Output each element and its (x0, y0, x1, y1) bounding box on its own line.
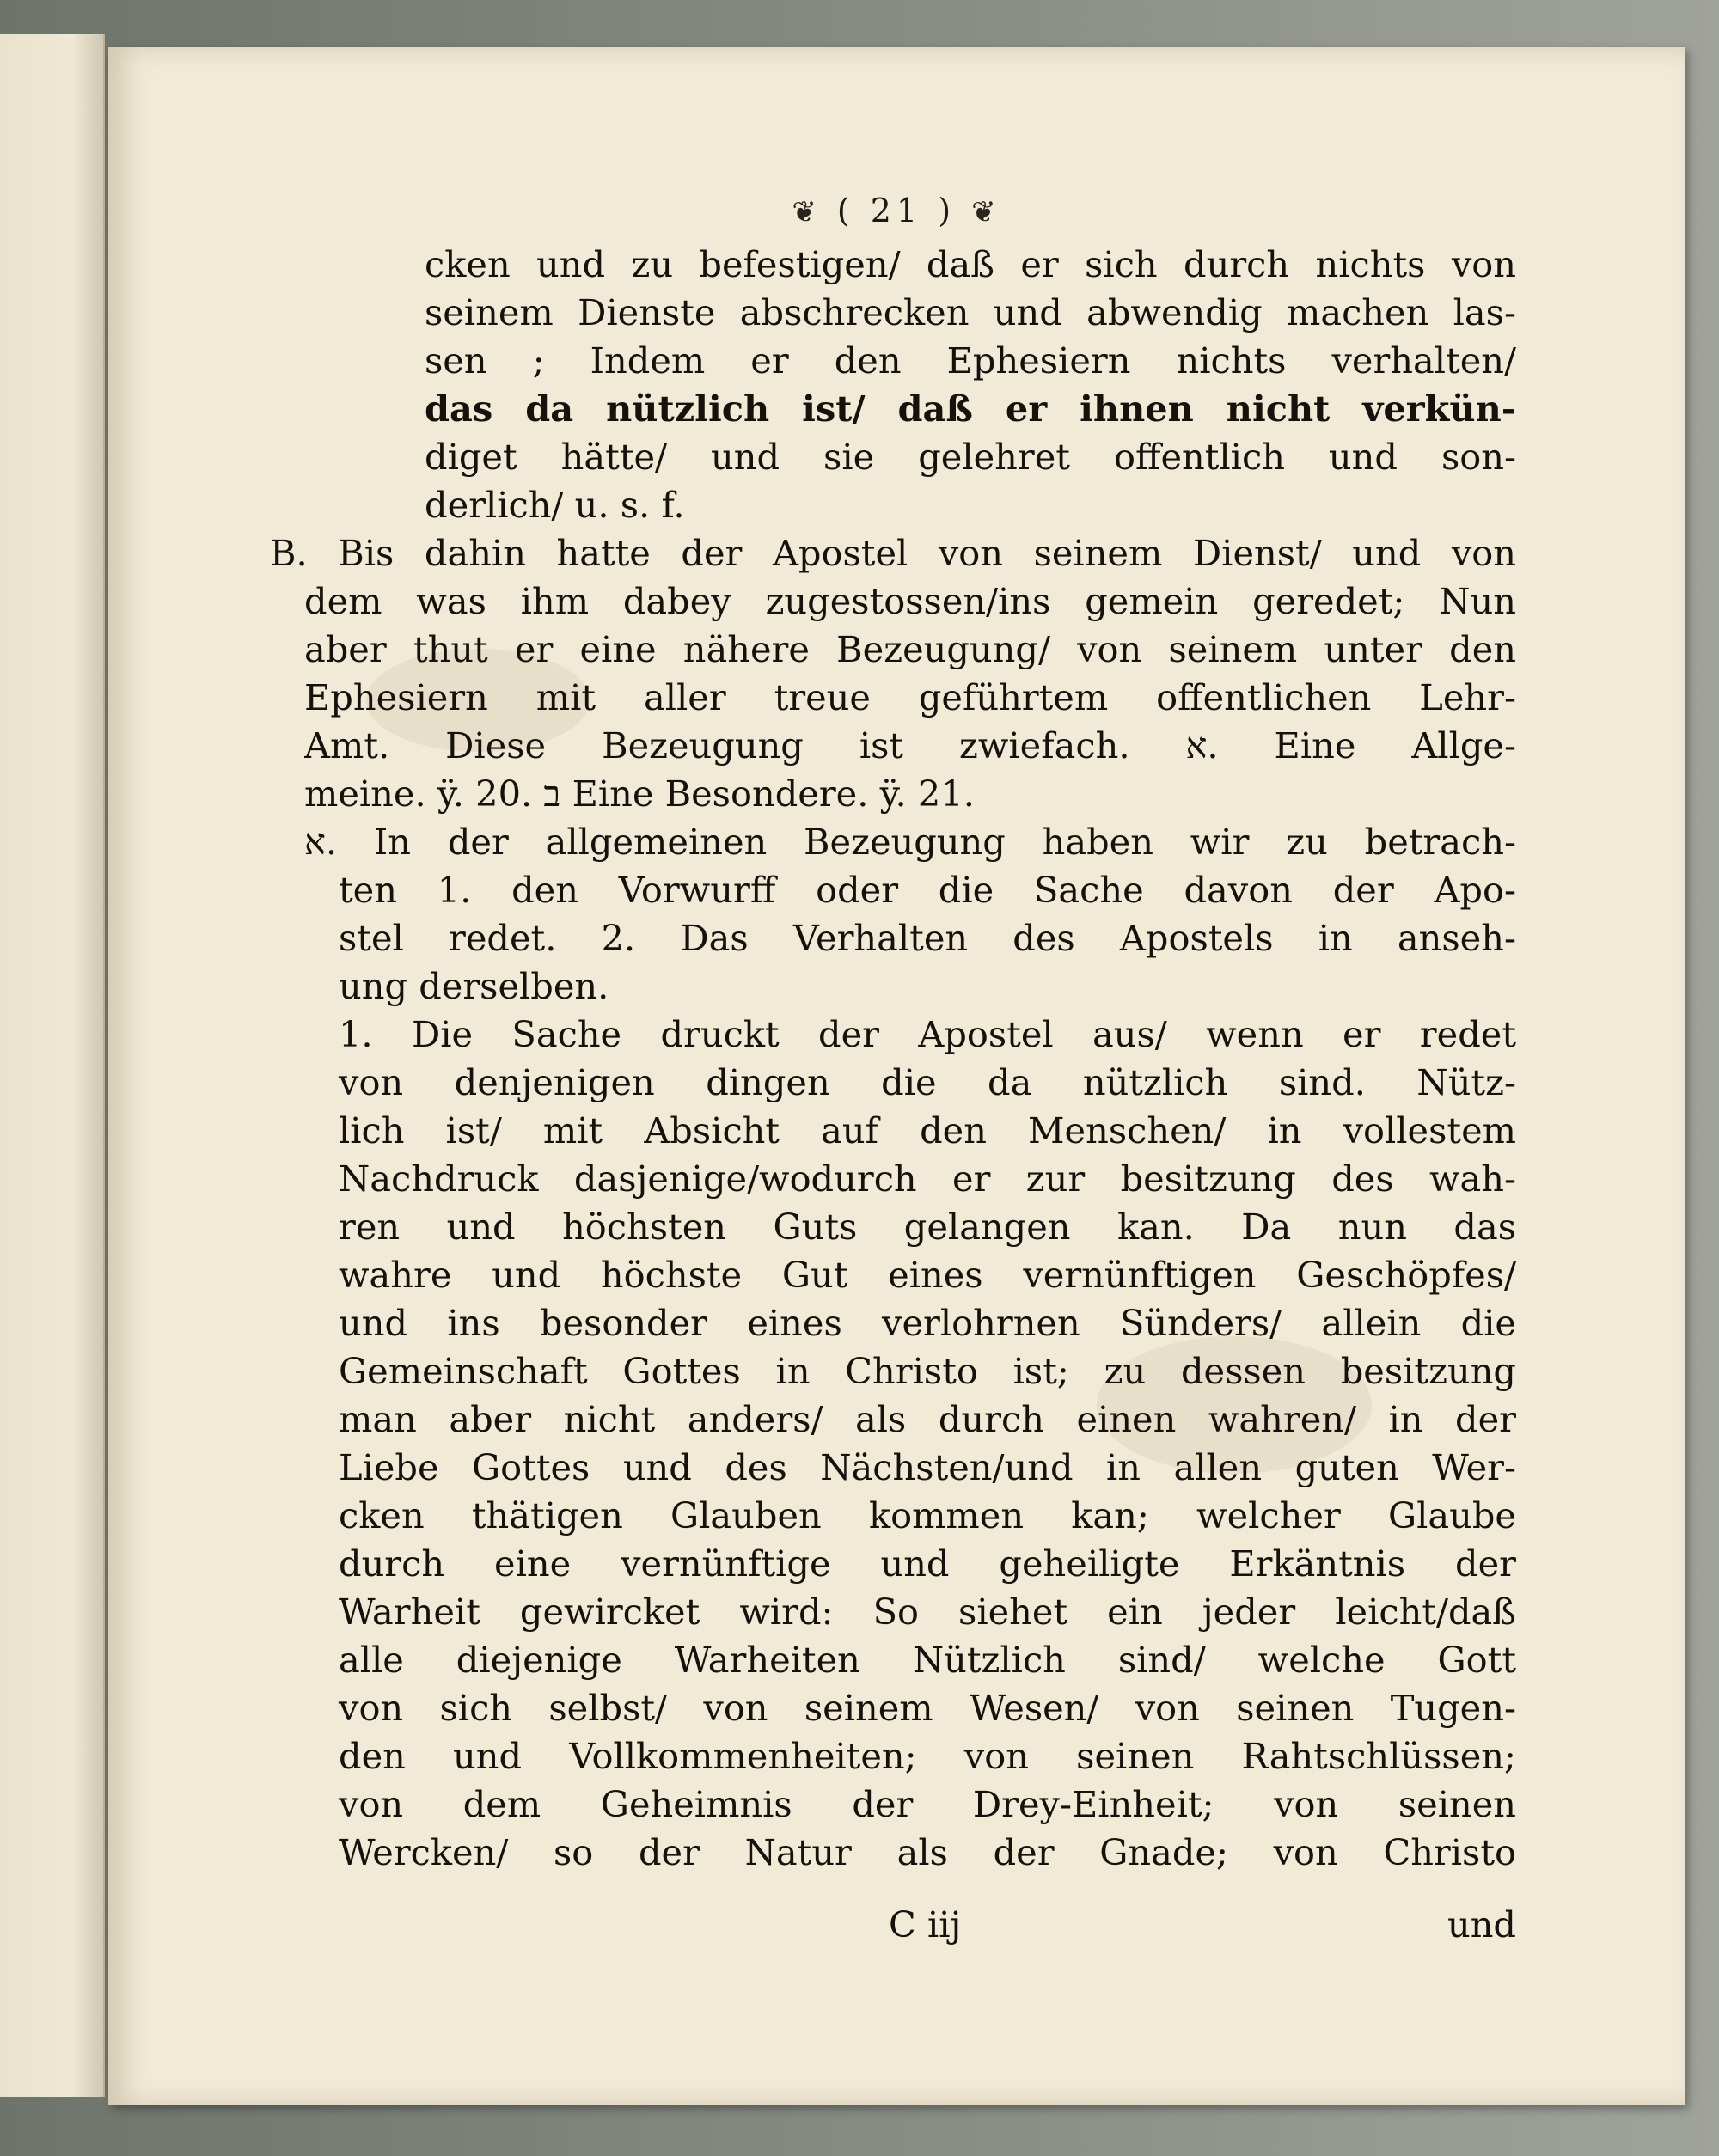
text-line: א. In der allgemeinen Bezeugung haben wir zu betrach- (304, 821, 1516, 863)
text-line: von dem Geheimnis der Drey-Einheit; von seinen (339, 1783, 1516, 1825)
page-header (108, 192, 1685, 229)
catchword: und (1447, 1903, 1516, 1945)
text-line: und ins besonder eines verlohrnen Sünders/ allein die (339, 1302, 1516, 1344)
text-line: Warheit gewircket wird: So siehet ein jeder leicht/daß (339, 1591, 1516, 1633)
text-line: ung derselben. (339, 965, 609, 1007)
text-line: Amt. Diese Bezeugung ist zwiefach. א. Eine Allge- (304, 724, 1516, 767)
text-line: cken thätigen Glauben kommen kan; welcher Glaube (339, 1494, 1516, 1536)
text-line: durch eine vernünftige und geheiligte Erkäntnis der (339, 1542, 1516, 1585)
text-line: Gemeinschaft Gottes in Christo ist; zu dessen besitzung (339, 1350, 1516, 1392)
book-page (108, 47, 1685, 2105)
ornament-right-icon: ❦ (971, 195, 1001, 229)
text-line: 1. Die Sache druckt der Apostel aus/ wenn er redet (339, 1013, 1516, 1055)
page-number: ( 21 ) (836, 192, 957, 229)
text-line: den und Vollkommenheiten; von seinen Rahtschlüssen; (339, 1735, 1516, 1777)
text-line: aber thut er eine nähere Bezeugung/ von seinem unter den (304, 628, 1516, 670)
text-line: man aber nicht anders/ als durch einen wahren/ in der (339, 1398, 1516, 1440)
ornament-left-icon: ❦ (792, 195, 822, 229)
text-line: cken und zu befestigen/ daß er sich durch nichts von (425, 243, 1516, 285)
left-page-edge (0, 34, 105, 2097)
text-line: Nachdruck dasjenige/wodurch er zur besitzung des wah- (339, 1157, 1516, 1200)
body-text (270, 241, 1516, 1877)
text-line: das da nützlich ist/ daß er ihnen nicht verkün- (425, 388, 1516, 430)
text-line: von denjenigen dingen die da nützlich sind. Nütz- (339, 1061, 1516, 1103)
text-line: dem was ihm dabey zugestossen/ins gemein geredet; Nun (304, 580, 1516, 622)
text-line: ren und höchsten Guts gelangen kan. Da nun das (339, 1206, 1516, 1248)
text-line: wahre und höchste Gut eines vernünftigen Geschöpfes/ (339, 1254, 1516, 1296)
text-line: meine. ÿ. 20. ב Eine Besondere. ÿ. 21. (304, 773, 975, 815)
text-line: Liebe Gottes und des Nächsten/und in allen guten Wer- (339, 1446, 1516, 1488)
text-line: ten 1. den Vorwurff oder die Sache davon der Apo- (339, 869, 1516, 911)
text-line: diget hätte/ und sie gelehret offentlich und son- (425, 436, 1516, 478)
text-line: sen ; Indem er den Ephesiern nichts verhalten/ (425, 339, 1516, 382)
text-line: alle diejenige Warheiten Nützlich sind/ welche Gott (339, 1639, 1516, 1681)
text-line: seinem Dienste abschrecken und abwendig machen las- (425, 291, 1516, 333)
text-line: Wercken/ so der Natur als der Gnade; von Christo (339, 1831, 1516, 1873)
text-line: lich ist/ mit Absicht auf den Menschen/ in vollestem (339, 1109, 1516, 1151)
text-line: von sich selbst/ von seinem Wesen/ von seinen Tugen- (339, 1687, 1516, 1729)
text-line: stel redet. 2. Das Verhalten des Apostels in anseh- (339, 917, 1516, 959)
page-footer (425, 1903, 1516, 1955)
text-line: B. Bis dahin hatte der Apostel von seinem Dienst/ und von (270, 532, 1516, 574)
signature-mark: C iij (889, 1903, 962, 1945)
text-line: derlich/ u. s. f. (425, 484, 685, 526)
text-line: Ephesiern mit aller treue geführtem offentlichen Lehr- (304, 676, 1516, 718)
